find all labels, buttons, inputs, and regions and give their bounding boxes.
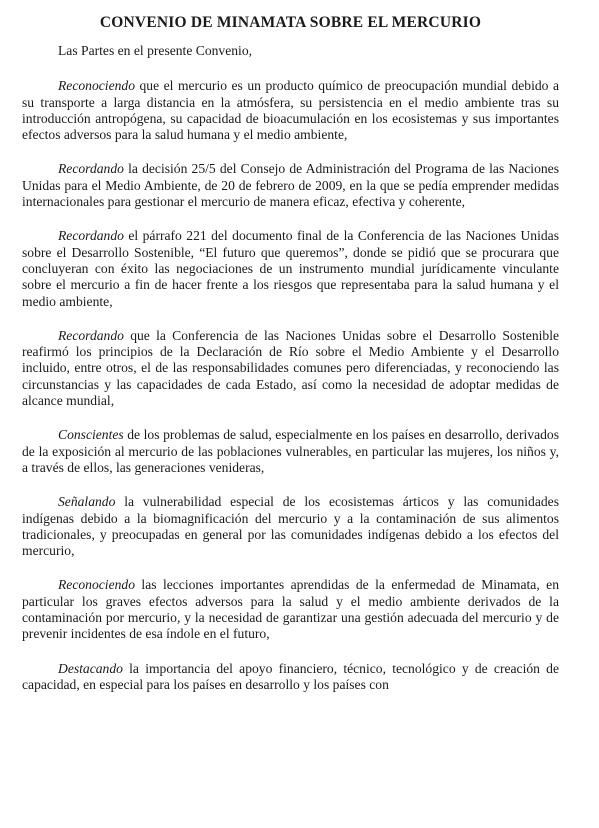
preamble-paragraph-3 — [22, 228, 559, 309]
paragraph-text: las lecciones importantes aprendidas de la enfermedad de Minamata, en particular los graves efectos adversos para la salud y el medio ambiente derivados de la contaminación por mercurio, y la necesidad de garantizar una gestión adecuada del mercurio y de prevenir incidentes de esa índole en el futuro, — [22, 577, 559, 642]
preamble-paragraph-1 — [22, 78, 559, 143]
paragraph-lead: Recordando — [58, 327, 124, 343]
paragraph-lead: Reconociendo — [58, 577, 135, 593]
paragraph-text: la decisión 25/5 del Consejo de Administración del Programa de las Naciones Unidas para el Medio Ambiente, de 20 de febrero de 2009, en la que se pedía emprender medidas internacionales para gestionar el mercurio de manera eficaz, efectiva y coherente, — [22, 161, 559, 210]
intro-line: Las Partes en el presente Convenio, — [58, 43, 253, 58]
preamble-paragraph-5 — [22, 427, 559, 476]
paragraph-text: la vulnerabilidad especial de los ecosistemas árticos y las comunidades indígenas debido a la biomagnificación del mercurio y a la contaminación de sus alimentos tradicionales, y preocupadas en general por las comunidades indígenas debido a los efectos del mercurio, — [22, 494, 559, 559]
paragraph-text: que la Conferencia de las Naciones Unidas sobre el Desarrollo Sostenible reafirmó los principios de la Declaración de Río sobre el Medio Ambiente y el Desarrollo incluido, entre otros, el de las responsabilidades comunes pero diferenciadas, y reconociendo las circunstancias y las capacidades de cada Estado, así como la necesidad de adoptar medidas de alcance mundial, — [22, 327, 559, 409]
paragraph-text: que el mercurio es un producto químico de preocupación mundial debido a su transporte a larga distancia en la atmósfera, su persistencia en el medio ambiente tras su introducción antropógena, su capacidad de bioacumulación en los ecosistemas y sus importantes efectos adversos para la salud humana y el medio ambiente, — [22, 78, 559, 143]
preamble-paragraph-8 — [22, 661, 559, 694]
paragraph-lead: Destacando — [58, 660, 123, 676]
paragraph-lead: Reconociendo — [58, 78, 135, 94]
paragraph-lead: Conscientes — [58, 427, 124, 443]
paragraph-lead: Recordando — [58, 161, 124, 177]
preamble-paragraph-6 — [22, 494, 559, 559]
preamble-paragraph-4 — [22, 328, 559, 409]
document-title: CONVENIO DE MINAMATA SOBRE EL MERCURIO — [99, 14, 482, 31]
preamble-paragraph-2 — [22, 161, 559, 210]
paragraph-text: de los problemas de salud, especialmente en los países en desarrollo, derivados de la exposición al mercurio de las poblaciones vulnerables, en particular las mujeres, los niños y, a través de ellos, las generaciones venideras, — [22, 427, 559, 475]
paragraph-text: el párrafo 221 del documento final de la Conferencia de las Naciones Unidas sobre el Desarrollo Sostenible, “El futuro que queremos”, donde se pidió que se procurara que concluyeran con éxito las negociaciones de un instrumento mundial jurídicamente vinculante sobre el mercurio a fin de hacer frente a los riesgos que representaba para la salud humana y el medio ambiente, — [22, 228, 559, 309]
paragraph-lead: Señalando — [58, 494, 116, 510]
paragraph-lead: Recordando — [58, 228, 124, 244]
preamble-paragraph-7 — [22, 577, 559, 642]
paragraph-text: la importancia del apoyo financiero, técnico, tecnológico y de creación de capacidad, en especial para los países en desarrollo y los países con — [22, 660, 559, 692]
